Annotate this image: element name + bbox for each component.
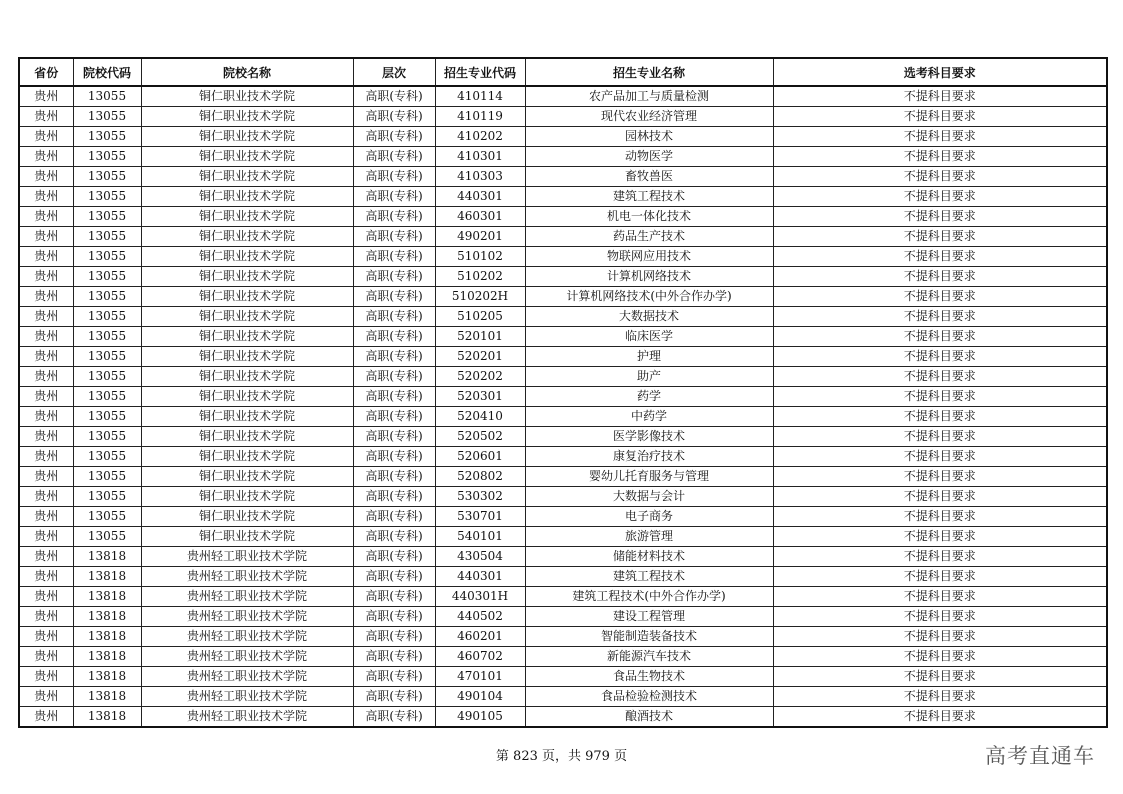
table-row bbox=[19, 287, 1107, 307]
major-name-cell: 物联网应用技术 bbox=[525, 247, 773, 267]
major-code-cell: 520410 bbox=[435, 407, 525, 427]
school-name-cell: 铜仁职业技术学院 bbox=[141, 86, 353, 107]
subject-requirement-cell: 不提科目要求 bbox=[773, 607, 1107, 627]
table-header-row bbox=[19, 58, 1107, 86]
subject-requirement-cell: 不提科目要求 bbox=[773, 207, 1107, 227]
school-code-cell: 13055 bbox=[73, 527, 141, 547]
level-cell: 高职(专科) bbox=[353, 227, 435, 247]
column-header: 省份 bbox=[19, 58, 73, 86]
table-row bbox=[19, 147, 1107, 167]
school-name-cell: 铜仁职业技术学院 bbox=[141, 467, 353, 487]
page-number: 第 823 页，共 979 页 bbox=[495, 749, 628, 764]
school-name-cell: 铜仁职业技术学院 bbox=[141, 507, 353, 527]
table-row bbox=[19, 227, 1107, 247]
major-name-cell: 药学 bbox=[525, 387, 773, 407]
table-row bbox=[19, 607, 1107, 627]
level-cell: 高职(专科) bbox=[353, 187, 435, 207]
subject-requirement-cell: 不提科目要求 bbox=[773, 407, 1107, 427]
major-name-cell: 医学影像技术 bbox=[525, 427, 773, 447]
major-name-cell: 建筑工程技术(中外合作办学) bbox=[525, 587, 773, 607]
major-name-cell: 婴幼儿托育服务与管理 bbox=[525, 467, 773, 487]
table-row bbox=[19, 427, 1107, 447]
school-name-cell: 铜仁职业技术学院 bbox=[141, 447, 353, 467]
province-cell: 贵州 bbox=[19, 687, 73, 707]
school-name-cell: 贵州轻工职业技术学院 bbox=[141, 647, 353, 667]
subject-requirement-cell: 不提科目要求 bbox=[773, 547, 1107, 567]
school-code-cell: 13055 bbox=[73, 487, 141, 507]
subject-requirement-cell: 不提科目要求 bbox=[773, 86, 1107, 107]
school-code-cell: 13055 bbox=[73, 167, 141, 187]
subject-requirement-cell: 不提科目要求 bbox=[773, 567, 1107, 587]
subject-requirement-cell: 不提科目要求 bbox=[773, 307, 1107, 327]
major-name-cell: 建筑工程技术 bbox=[525, 567, 773, 587]
major-code-cell: 440301H bbox=[435, 587, 525, 607]
major-code-cell: 530701 bbox=[435, 507, 525, 527]
school-name-cell: 铜仁职业技术学院 bbox=[141, 207, 353, 227]
school-code-cell: 13055 bbox=[73, 187, 141, 207]
school-name-cell: 铜仁职业技术学院 bbox=[141, 167, 353, 187]
table-row bbox=[19, 547, 1107, 567]
level-cell: 高职(专科) bbox=[353, 207, 435, 227]
subject-requirement-cell: 不提科目要求 bbox=[773, 627, 1107, 647]
province-cell: 贵州 bbox=[19, 347, 73, 367]
major-name-cell: 机电一体化技术 bbox=[525, 207, 773, 227]
major-code-cell: 460301 bbox=[435, 207, 525, 227]
table-row bbox=[19, 447, 1107, 467]
subject-requirement-cell: 不提科目要求 bbox=[773, 427, 1107, 447]
school-code-cell: 13055 bbox=[73, 227, 141, 247]
province-cell: 贵州 bbox=[19, 147, 73, 167]
province-cell: 贵州 bbox=[19, 407, 73, 427]
school-name-cell: 铜仁职业技术学院 bbox=[141, 287, 353, 307]
major-name-cell: 药品生产技术 bbox=[525, 227, 773, 247]
major-code-cell: 520201 bbox=[435, 347, 525, 367]
school-code-cell: 13055 bbox=[73, 367, 141, 387]
school-name-cell: 铜仁职业技术学院 bbox=[141, 307, 353, 327]
major-name-cell: 园林技术 bbox=[525, 127, 773, 147]
level-cell: 高职(专科) bbox=[353, 627, 435, 647]
major-name-cell: 护理 bbox=[525, 347, 773, 367]
level-cell: 高职(专科) bbox=[353, 567, 435, 587]
school-code-cell: 13055 bbox=[73, 267, 141, 287]
table-row bbox=[19, 467, 1107, 487]
subject-requirement-cell: 不提科目要求 bbox=[773, 247, 1107, 267]
major-code-cell: 490105 bbox=[435, 707, 525, 728]
school-name-cell: 贵州轻工职业技术学院 bbox=[141, 607, 353, 627]
school-name-cell: 铜仁职业技术学院 bbox=[141, 107, 353, 127]
school-name-cell: 铜仁职业技术学院 bbox=[141, 187, 353, 207]
school-code-cell: 13055 bbox=[73, 327, 141, 347]
province-cell: 贵州 bbox=[19, 607, 73, 627]
table-row bbox=[19, 407, 1107, 427]
level-cell: 高职(专科) bbox=[353, 667, 435, 687]
major-code-cell: 470101 bbox=[435, 667, 525, 687]
table-row bbox=[19, 247, 1107, 267]
level-cell: 高职(专科) bbox=[353, 427, 435, 447]
school-code-cell: 13818 bbox=[73, 587, 141, 607]
table-row bbox=[19, 507, 1107, 527]
province-cell: 贵州 bbox=[19, 127, 73, 147]
school-code-cell: 13055 bbox=[73, 107, 141, 127]
level-cell: 高职(专科) bbox=[353, 587, 435, 607]
major-name-cell: 食品检验检测技术 bbox=[525, 687, 773, 707]
province-cell: 贵州 bbox=[19, 307, 73, 327]
major-name-cell: 现代农业经济管理 bbox=[525, 107, 773, 127]
level-cell: 高职(专科) bbox=[353, 647, 435, 667]
level-cell: 高职(专科) bbox=[353, 707, 435, 728]
major-name-cell: 康复治疗技术 bbox=[525, 447, 773, 467]
school-name-cell: 铜仁职业技术学院 bbox=[141, 247, 353, 267]
subject-requirement-cell: 不提科目要求 bbox=[773, 667, 1107, 687]
level-cell: 高职(专科) bbox=[353, 147, 435, 167]
major-name-cell: 建设工程管理 bbox=[525, 607, 773, 627]
major-code-cell: 460201 bbox=[435, 627, 525, 647]
major-name-cell: 大数据技术 bbox=[525, 307, 773, 327]
major-code-cell: 410114 bbox=[435, 86, 525, 107]
province-cell: 贵州 bbox=[19, 447, 73, 467]
province-cell: 贵州 bbox=[19, 527, 73, 547]
school-name-cell: 铜仁职业技术学院 bbox=[141, 227, 353, 247]
school-name-cell: 铜仁职业技术学院 bbox=[141, 127, 353, 147]
major-code-cell: 520101 bbox=[435, 327, 525, 347]
province-cell: 贵州 bbox=[19, 547, 73, 567]
major-code-cell: 510202H bbox=[435, 287, 525, 307]
major-name-cell: 智能制造装备技术 bbox=[525, 627, 773, 647]
table-row bbox=[19, 587, 1107, 607]
school-name-cell: 贵州轻工职业技术学院 bbox=[141, 707, 353, 728]
school-code-cell: 13818 bbox=[73, 567, 141, 587]
table-row bbox=[19, 127, 1107, 147]
school-code-cell: 13055 bbox=[73, 507, 141, 527]
school-code-cell: 13818 bbox=[73, 547, 141, 567]
level-cell: 高职(专科) bbox=[353, 247, 435, 267]
province-cell: 贵州 bbox=[19, 587, 73, 607]
subject-requirement-cell: 不提科目要求 bbox=[773, 127, 1107, 147]
level-cell: 高职(专科) bbox=[353, 327, 435, 347]
subject-requirement-cell: 不提科目要求 bbox=[773, 347, 1107, 367]
major-name-cell: 计算机网络技术 bbox=[525, 267, 773, 287]
level-cell: 高职(专科) bbox=[353, 167, 435, 187]
subject-requirement-cell: 不提科目要求 bbox=[773, 227, 1107, 247]
subject-requirement-cell: 不提科目要求 bbox=[773, 707, 1107, 728]
school-code-cell: 13055 bbox=[73, 247, 141, 267]
table-row bbox=[19, 487, 1107, 507]
subject-requirement-cell: 不提科目要求 bbox=[773, 107, 1107, 127]
major-code-cell: 520601 bbox=[435, 447, 525, 467]
province-cell: 贵州 bbox=[19, 187, 73, 207]
subject-requirement-cell: 不提科目要求 bbox=[773, 587, 1107, 607]
major-code-cell: 410301 bbox=[435, 147, 525, 167]
school-name-cell: 贵州轻工职业技术学院 bbox=[141, 547, 353, 567]
school-name-cell: 铜仁职业技术学院 bbox=[141, 327, 353, 347]
major-code-cell: 520502 bbox=[435, 427, 525, 447]
table-row bbox=[19, 527, 1107, 547]
major-name-cell: 助产 bbox=[525, 367, 773, 387]
major-name-cell: 畜牧兽医 bbox=[525, 167, 773, 187]
major-name-cell: 旅游管理 bbox=[525, 527, 773, 547]
major-name-cell: 动物医学 bbox=[525, 147, 773, 167]
school-name-cell: 铜仁职业技术学院 bbox=[141, 407, 353, 427]
province-cell: 贵州 bbox=[19, 227, 73, 247]
level-cell: 高职(专科) bbox=[353, 347, 435, 367]
subject-requirement-cell: 不提科目要求 bbox=[773, 647, 1107, 667]
province-cell: 贵州 bbox=[19, 86, 73, 107]
major-code-cell: 440502 bbox=[435, 607, 525, 627]
province-cell: 贵州 bbox=[19, 287, 73, 307]
school-name-cell: 铜仁职业技术学院 bbox=[141, 487, 353, 507]
level-cell: 高职(专科) bbox=[353, 407, 435, 427]
school-name-cell: 铜仁职业技术学院 bbox=[141, 427, 353, 447]
school-code-cell: 13055 bbox=[73, 387, 141, 407]
major-code-cell: 520301 bbox=[435, 387, 525, 407]
province-cell: 贵州 bbox=[19, 107, 73, 127]
table-row bbox=[19, 707, 1107, 728]
province-cell: 贵州 bbox=[19, 567, 73, 587]
province-cell: 贵州 bbox=[19, 627, 73, 647]
major-name-cell: 大数据与会计 bbox=[525, 487, 773, 507]
table-row bbox=[19, 86, 1107, 107]
level-cell: 高职(专科) bbox=[353, 607, 435, 627]
table-row bbox=[19, 387, 1107, 407]
school-code-cell: 13818 bbox=[73, 627, 141, 647]
subject-requirement-cell: 不提科目要求 bbox=[773, 467, 1107, 487]
watermark-logo: 高考直通车 bbox=[985, 744, 1095, 768]
subject-requirement-cell: 不提科目要求 bbox=[773, 687, 1107, 707]
school-name-cell: 铜仁职业技术学院 bbox=[141, 367, 353, 387]
table-row bbox=[19, 567, 1107, 587]
level-cell: 高职(专科) bbox=[353, 687, 435, 707]
major-name-cell: 农产品加工与质量检测 bbox=[525, 86, 773, 107]
column-header: 招生专业名称 bbox=[525, 58, 773, 86]
table-row bbox=[19, 267, 1107, 287]
admissions-table bbox=[18, 57, 1108, 728]
major-code-cell: 510102 bbox=[435, 247, 525, 267]
province-cell: 贵州 bbox=[19, 247, 73, 267]
major-code-cell: 520802 bbox=[435, 467, 525, 487]
major-name-cell: 建筑工程技术 bbox=[525, 187, 773, 207]
province-cell: 贵州 bbox=[19, 427, 73, 447]
province-cell: 贵州 bbox=[19, 267, 73, 287]
school-code-cell: 13055 bbox=[73, 307, 141, 327]
school-name-cell: 贵州轻工职业技术学院 bbox=[141, 587, 353, 607]
table-row bbox=[19, 187, 1107, 207]
school-code-cell: 13055 bbox=[73, 427, 141, 447]
table-row bbox=[19, 687, 1107, 707]
column-header: 层次 bbox=[353, 58, 435, 86]
school-code-cell: 13818 bbox=[73, 707, 141, 728]
school-name-cell: 铜仁职业技术学院 bbox=[141, 387, 353, 407]
major-code-cell: 490201 bbox=[435, 227, 525, 247]
province-cell: 贵州 bbox=[19, 647, 73, 667]
province-cell: 贵州 bbox=[19, 167, 73, 187]
school-name-cell: 贵州轻工职业技术学院 bbox=[141, 627, 353, 647]
school-code-cell: 13055 bbox=[73, 287, 141, 307]
subject-requirement-cell: 不提科目要求 bbox=[773, 267, 1107, 287]
subject-requirement-cell: 不提科目要求 bbox=[773, 187, 1107, 207]
school-name-cell: 铜仁职业技术学院 bbox=[141, 267, 353, 287]
major-code-cell: 540101 bbox=[435, 527, 525, 547]
province-cell: 贵州 bbox=[19, 387, 73, 407]
table-row bbox=[19, 367, 1107, 387]
school-code-cell: 13055 bbox=[73, 207, 141, 227]
school-code-cell: 13055 bbox=[73, 347, 141, 367]
school-code-cell: 13818 bbox=[73, 667, 141, 687]
column-header: 院校代码 bbox=[73, 58, 141, 86]
subject-requirement-cell: 不提科目要求 bbox=[773, 287, 1107, 307]
subject-requirement-cell: 不提科目要求 bbox=[773, 387, 1107, 407]
subject-requirement-cell: 不提科目要求 bbox=[773, 447, 1107, 467]
major-name-cell: 计算机网络技术(中外合作办学) bbox=[525, 287, 773, 307]
school-name-cell: 铜仁职业技术学院 bbox=[141, 347, 353, 367]
province-cell: 贵州 bbox=[19, 507, 73, 527]
level-cell: 高职(专科) bbox=[353, 287, 435, 307]
level-cell: 高职(专科) bbox=[353, 507, 435, 527]
school-code-cell: 13055 bbox=[73, 467, 141, 487]
column-header: 选考科目要求 bbox=[773, 58, 1107, 86]
school-code-cell: 13055 bbox=[73, 86, 141, 107]
major-code-cell: 440301 bbox=[435, 187, 525, 207]
subject-requirement-cell: 不提科目要求 bbox=[773, 507, 1107, 527]
table-row bbox=[19, 307, 1107, 327]
major-code-cell: 490104 bbox=[435, 687, 525, 707]
table-body bbox=[19, 86, 1107, 727]
table-row bbox=[19, 167, 1107, 187]
school-name-cell: 贵州轻工职业技术学院 bbox=[141, 687, 353, 707]
subject-requirement-cell: 不提科目要求 bbox=[773, 327, 1107, 347]
school-name-cell: 铜仁职业技术学院 bbox=[141, 527, 353, 547]
subject-requirement-cell: 不提科目要求 bbox=[773, 367, 1107, 387]
level-cell: 高职(专科) bbox=[353, 367, 435, 387]
province-cell: 贵州 bbox=[19, 707, 73, 728]
school-code-cell: 13055 bbox=[73, 147, 141, 167]
level-cell: 高职(专科) bbox=[353, 387, 435, 407]
level-cell: 高职(专科) bbox=[353, 547, 435, 567]
province-cell: 贵州 bbox=[19, 327, 73, 347]
table-row bbox=[19, 327, 1107, 347]
major-code-cell: 410303 bbox=[435, 167, 525, 187]
level-cell: 高职(专科) bbox=[353, 447, 435, 467]
level-cell: 高职(专科) bbox=[353, 307, 435, 327]
major-name-cell: 新能源汽车技术 bbox=[525, 647, 773, 667]
table-row bbox=[19, 207, 1107, 227]
major-code-cell: 410202 bbox=[435, 127, 525, 147]
level-cell: 高职(专科) bbox=[353, 127, 435, 147]
school-code-cell: 13818 bbox=[73, 687, 141, 707]
table-row bbox=[19, 347, 1107, 367]
school-name-cell: 贵州轻工职业技术学院 bbox=[141, 567, 353, 587]
major-code-cell: 460702 bbox=[435, 647, 525, 667]
subject-requirement-cell: 不提科目要求 bbox=[773, 487, 1107, 507]
major-name-cell: 食品生物技术 bbox=[525, 667, 773, 687]
province-cell: 贵州 bbox=[19, 207, 73, 227]
major-name-cell: 中药学 bbox=[525, 407, 773, 427]
major-code-cell: 510202 bbox=[435, 267, 525, 287]
level-cell: 高职(专科) bbox=[353, 487, 435, 507]
school-code-cell: 13818 bbox=[73, 607, 141, 627]
subject-requirement-cell: 不提科目要求 bbox=[773, 167, 1107, 187]
level-cell: 高职(专科) bbox=[353, 467, 435, 487]
major-code-cell: 440301 bbox=[435, 567, 525, 587]
subject-requirement-cell: 不提科目要求 bbox=[773, 147, 1107, 167]
major-name-cell: 酿酒技术 bbox=[525, 707, 773, 728]
school-name-cell: 铜仁职业技术学院 bbox=[141, 147, 353, 167]
major-code-cell: 510205 bbox=[435, 307, 525, 327]
school-name-cell: 贵州轻工职业技术学院 bbox=[141, 667, 353, 687]
table-row bbox=[19, 647, 1107, 667]
school-code-cell: 13055 bbox=[73, 447, 141, 467]
major-code-cell: 410119 bbox=[435, 107, 525, 127]
table-row bbox=[19, 667, 1107, 687]
major-code-cell: 520202 bbox=[435, 367, 525, 387]
level-cell: 高职(专科) bbox=[353, 107, 435, 127]
province-cell: 贵州 bbox=[19, 667, 73, 687]
school-code-cell: 13055 bbox=[73, 407, 141, 427]
major-name-cell: 电子商务 bbox=[525, 507, 773, 527]
level-cell: 高职(专科) bbox=[353, 527, 435, 547]
level-cell: 高职(专科) bbox=[353, 86, 435, 107]
major-name-cell: 临床医学 bbox=[525, 327, 773, 347]
column-header: 招生专业代码 bbox=[435, 58, 525, 86]
major-code-cell: 530302 bbox=[435, 487, 525, 507]
province-cell: 贵州 bbox=[19, 467, 73, 487]
major-name-cell: 储能材料技术 bbox=[525, 547, 773, 567]
subject-requirement-cell: 不提科目要求 bbox=[773, 527, 1107, 547]
major-code-cell: 430504 bbox=[435, 547, 525, 567]
province-cell: 贵州 bbox=[19, 487, 73, 507]
table-row bbox=[19, 627, 1107, 647]
table-row bbox=[19, 107, 1107, 127]
column-header: 院校名称 bbox=[141, 58, 353, 86]
province-cell: 贵州 bbox=[19, 367, 73, 387]
school-code-cell: 13818 bbox=[73, 647, 141, 667]
level-cell: 高职(专科) bbox=[353, 267, 435, 287]
school-code-cell: 13055 bbox=[73, 127, 141, 147]
